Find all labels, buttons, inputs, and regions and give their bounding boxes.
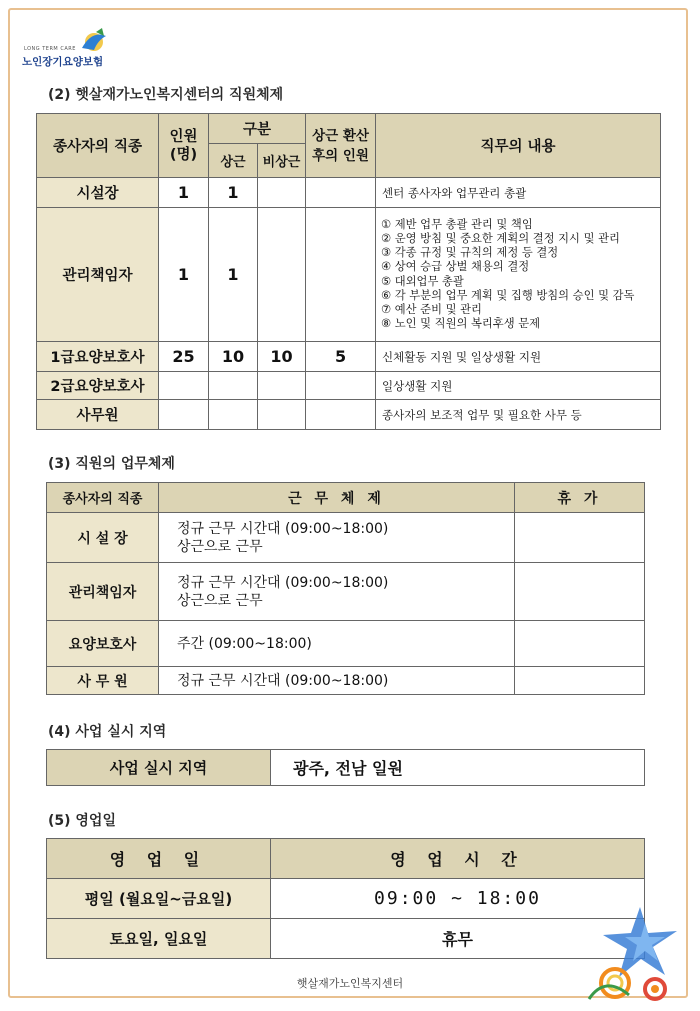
table-row [47, 513, 645, 563]
row-parttime [258, 208, 306, 342]
row-duties: 종사자의 보조적 업무 및 필요한 사무 등 [376, 400, 661, 430]
work-line: 상근으로 근무 [177, 592, 263, 609]
work-line: 주간 (09:00~18:00) [177, 635, 312, 652]
section-title-business-days: (5) 영업일 [48, 813, 116, 829]
header-category: 구분 [209, 114, 306, 144]
logo [22, 26, 112, 72]
row-fulltime: 1 [209, 178, 258, 208]
work-line: 정규 근무 시간대 (09:00~18:00) [177, 574, 389, 591]
row-work-system [159, 513, 515, 563]
row-role: 사무원 [37, 400, 159, 430]
business-area-table [46, 749, 645, 786]
row-count: 1 [159, 208, 209, 342]
row-role: 관리책임자 [37, 208, 159, 342]
row-duties: 센터 종사자와 업무관리 총괄 [376, 178, 661, 208]
row-duties: 일상생활 지원 [376, 372, 661, 400]
table-row [37, 208, 661, 342]
section-title-staff-system: (2) 햇살재가노인복지센터의 직원체제 [48, 87, 284, 103]
header-role: 종사자의 직종 [37, 114, 159, 178]
row-converted [306, 372, 376, 400]
row-converted [306, 400, 376, 430]
row-hours: 09:00 ~ 18:00 [271, 879, 645, 919]
header-leave: 휴 가 [515, 483, 645, 513]
section-title-business-area: (4) 사업 실시 지역 [48, 724, 167, 740]
header-role: 종사자의 직종 [47, 483, 159, 513]
row-work-system [159, 563, 515, 621]
table-row [47, 919, 645, 959]
row-leave [515, 667, 645, 695]
logo-org-name: 노인장기요양보험 [22, 56, 104, 68]
work-line: 정규 근무 시간대 (09:00~18:00) [177, 672, 389, 689]
footer-center-name: 햇살재가노인복지센터 [296, 977, 404, 990]
row-converted: 5 [306, 342, 376, 372]
table-row [37, 400, 661, 430]
work-line: 정규 근무 시간대 (09:00~18:00) [177, 520, 389, 537]
header-fulltime: 상근 [209, 144, 258, 178]
row-role: 요양보호사 [47, 621, 159, 667]
logo-small-text: LONG TERM CARE [24, 46, 76, 52]
row-count [159, 400, 209, 430]
duty-item: ② 운영 방침 및 중요한 계획의 결정 지시 및 관리 [381, 231, 620, 245]
row-parttime [258, 372, 306, 400]
row-role: 시 설 장 [47, 513, 159, 563]
table-row [37, 372, 661, 400]
row-role: 2급요양보호사 [37, 372, 159, 400]
row-duties: 신체활동 지원 및 일상생활 지원 [376, 342, 661, 372]
row-leave [515, 621, 645, 667]
row-day: 토요일, 일요일 [47, 919, 271, 959]
row-role: 1급요양보호사 [37, 342, 159, 372]
row-fulltime: 1 [209, 208, 258, 342]
row-leave [515, 513, 645, 563]
work-system-table [46, 482, 645, 695]
duty-item: ⑧ 노인 및 직원의 복리후생 문제 [381, 317, 541, 331]
row-count: 1 [159, 178, 209, 208]
business-days-table [46, 838, 645, 959]
work-line: 상근으로 근무 [177, 538, 263, 555]
row-hours: 휴무 [271, 919, 645, 959]
header-work-system: 근 무 체 제 [159, 483, 515, 513]
duty-item: ⑤ 대외업무 총괄 [381, 274, 464, 288]
row-role: 사 무 원 [47, 667, 159, 695]
header-converted: 상근 환산 후의 인원 [306, 114, 376, 178]
staff-system-table [36, 113, 661, 430]
table-row [47, 667, 645, 695]
header-parttime: 비상근 [258, 144, 306, 178]
row-parttime [258, 400, 306, 430]
table-row [47, 879, 645, 919]
row-work-system [159, 621, 515, 667]
duty-item: ① 제반 업무 총괄 관리 및 책임 [381, 217, 533, 231]
row-count: 25 [159, 342, 209, 372]
table-row [37, 342, 661, 372]
header-business-hours: 영 업 시 간 [271, 839, 645, 879]
row-converted [306, 208, 376, 342]
row-parttime [258, 178, 306, 208]
duty-item: ⑥ 각 부분의 업무 계획 및 집행 방침의 승인 및 감독 [381, 288, 635, 302]
duty-item: ④ 상여 승급 상벌 채용의 결정 [381, 260, 530, 274]
table-row [47, 563, 645, 621]
row-fulltime: 10 [209, 342, 258, 372]
row-role: 관리책임자 [47, 563, 159, 621]
header-duties: 직무의 내용 [376, 114, 661, 178]
row-day: 평일 (월요일~금요일) [47, 879, 271, 919]
row-parttime: 10 [258, 342, 306, 372]
row-leave [515, 563, 645, 621]
duty-item: ⑦ 예산 준비 및 관리 [381, 302, 482, 316]
row-fulltime [209, 372, 258, 400]
logo-mark-icon [72, 26, 112, 56]
header-count: 인원 (명) [159, 114, 209, 178]
table-row [47, 621, 645, 667]
row-count [159, 372, 209, 400]
table-row [37, 178, 661, 208]
header-business-day: 영 업 일 [47, 839, 271, 879]
row-fulltime [209, 400, 258, 430]
row-converted [306, 178, 376, 208]
row-work-system [159, 667, 515, 695]
row-role: 시설장 [37, 178, 159, 208]
business-area-label: 사업 실시 지역 [47, 750, 271, 786]
section-title-work-system: (3) 직원의 업무체제 [48, 456, 175, 472]
business-area-value: 광주, 전남 일원 [271, 750, 645, 786]
row-duties-list [376, 208, 661, 342]
duty-item: ③ 각종 규정 및 규칙의 제정 등 결정 [381, 246, 559, 260]
